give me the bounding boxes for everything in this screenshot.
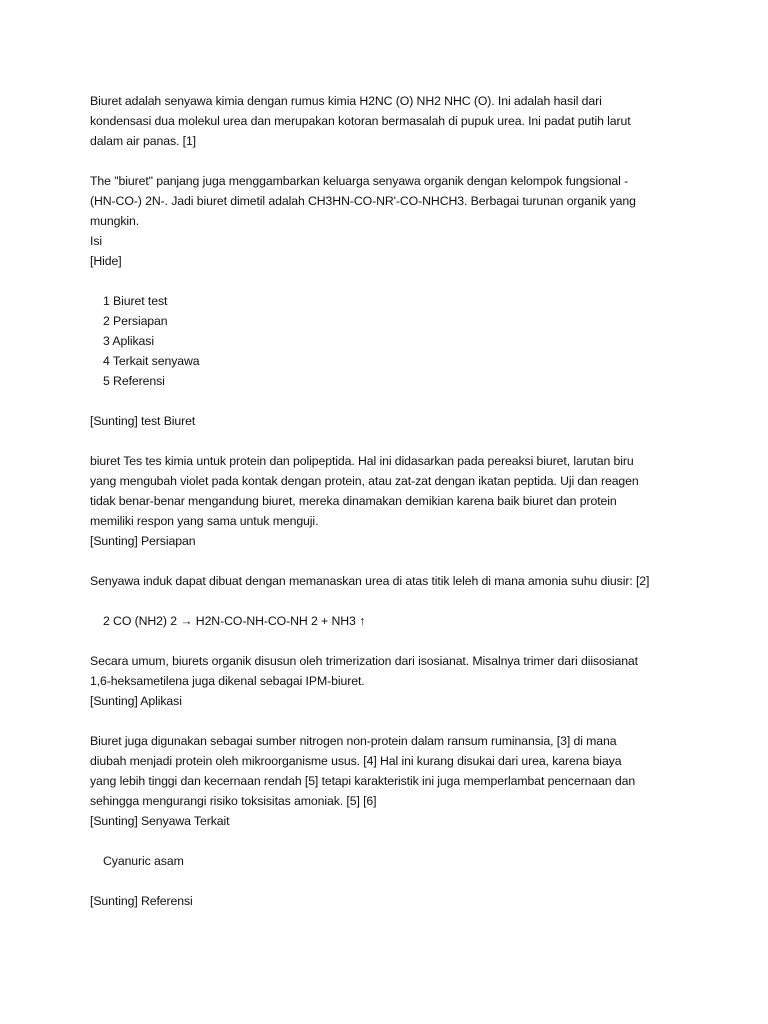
- intro-line-3: dalam air panas. [1]: [90, 134, 197, 148]
- spacer: [90, 831, 690, 851]
- spacer: [90, 591, 690, 611]
- toc-item-persiapan[interactable]: 2 Persiapan: [103, 314, 168, 328]
- spacer: [90, 431, 690, 451]
- spacer: [90, 151, 690, 171]
- spacer: [90, 631, 690, 651]
- intro2-line-1: The "biuret" panjang juga menggambarkan keluarga senyawa organik dengan kelompok fungsional -: [90, 174, 629, 188]
- toc-item-referensi[interactable]: 5 Referensi: [103, 374, 165, 388]
- intro2-line-3: mungkin.: [90, 214, 140, 228]
- section-heading-persiapan: [Sunting] Persiapan: [90, 534, 196, 548]
- aplikasi-line-4: sehingga mengurangi risiko toksisitas amoniak. [5] [6]: [90, 794, 377, 808]
- section-heading-senyawa-terkait: [Sunting] Senyawa Terkait: [90, 814, 230, 828]
- toc-hide-link[interactable]: [Hide]: [90, 254, 122, 268]
- section-heading-aplikasi: [Sunting] Aplikasi: [90, 694, 182, 708]
- spacer: [90, 271, 690, 291]
- spacer: [90, 711, 690, 731]
- aplikasi-line-2: diubah menjadi protein oleh mikroorganisme usus. [4] Hal ini kurang disukai dari urea, karena biaya: [90, 754, 622, 768]
- spacer: [90, 551, 690, 571]
- test-line-4: memiliki respon yang sama untuk menguji.: [90, 514, 319, 528]
- toc-title: Isi: [90, 234, 102, 248]
- intro2-line-2: (HN-CO-) 2N-. Jadi biuret dimetil adalah CH3HN-CO-NR'-CO-NHCH3. Berbagai turunan organik yang: [90, 194, 636, 208]
- aplikasi-line-1: Biuret juga digunakan sebagai sumber nitrogen non-protein dalam ransum ruminansia, [3] di mana: [90, 734, 617, 748]
- test-line-2: yang mengubah violet pada kontak dengan protein, atau zat-zat dengan ikatan peptida. Uji dan reagen: [90, 474, 639, 488]
- toc-item-terkait-senyawa[interactable]: 4 Terkait senyawa: [103, 354, 200, 368]
- section-heading-referensi: [Sunting] Referensi: [90, 894, 193, 908]
- reaction-equation: 2 CO (NH2) 2 → H2N-CO-NH-CO-NH 2 + NH3 ↑: [103, 614, 366, 628]
- toc-item-aplikasi[interactable]: 3 Aplikasi: [103, 334, 154, 348]
- spacer: [90, 871, 690, 891]
- document-body: [90, 91, 690, 911]
- toc-item-biuret-test[interactable]: 1 Biuret test: [103, 294, 168, 308]
- persiapan-line-1: Senyawa induk dapat dibuat dengan memanaskan urea di atas titik leleh di mana amonia suhu diusir: [2]: [90, 574, 650, 588]
- intro-line-2: kondensasi dua molekul urea dan merupakan kotoran bermasalah di pupuk urea. Ini padat putih larut: [90, 114, 631, 128]
- test-line-3: tidak benar-benar mengandung biuret, mereka dinamakan demikian karena baik biuret dan protein: [90, 494, 617, 508]
- section-heading-test-biuret: [Sunting] test Biuret: [90, 414, 196, 428]
- intro-line-1: Biuret adalah senyawa kimia dengan rumus kimia H2NC (O) NH2 NHC (O). Ini adalah hasil dari: [90, 94, 602, 108]
- persiapan-line-3: 1,6-heksametilena juga dikenal sebagai IPM-biuret.: [90, 674, 365, 688]
- test-line-1: biuret Tes tes kimia untuk protein dan polipeptida. Hal ini didasarkan pada pereaksi biuret, larutan biru: [90, 454, 634, 468]
- spacer: [90, 391, 690, 411]
- related-compound-item[interactable]: Cyanuric asam: [103, 854, 184, 868]
- persiapan-line-2: Secara umum, biurets organik disusun oleh trimerization dari isosianat. Misalnya trimer dari diisosianat: [90, 654, 638, 668]
- aplikasi-line-3: yang lebih tinggi dan kecernaan rendah [5] tetapi karakteristik ini juga memperlambat pencernaan dan: [90, 774, 636, 788]
